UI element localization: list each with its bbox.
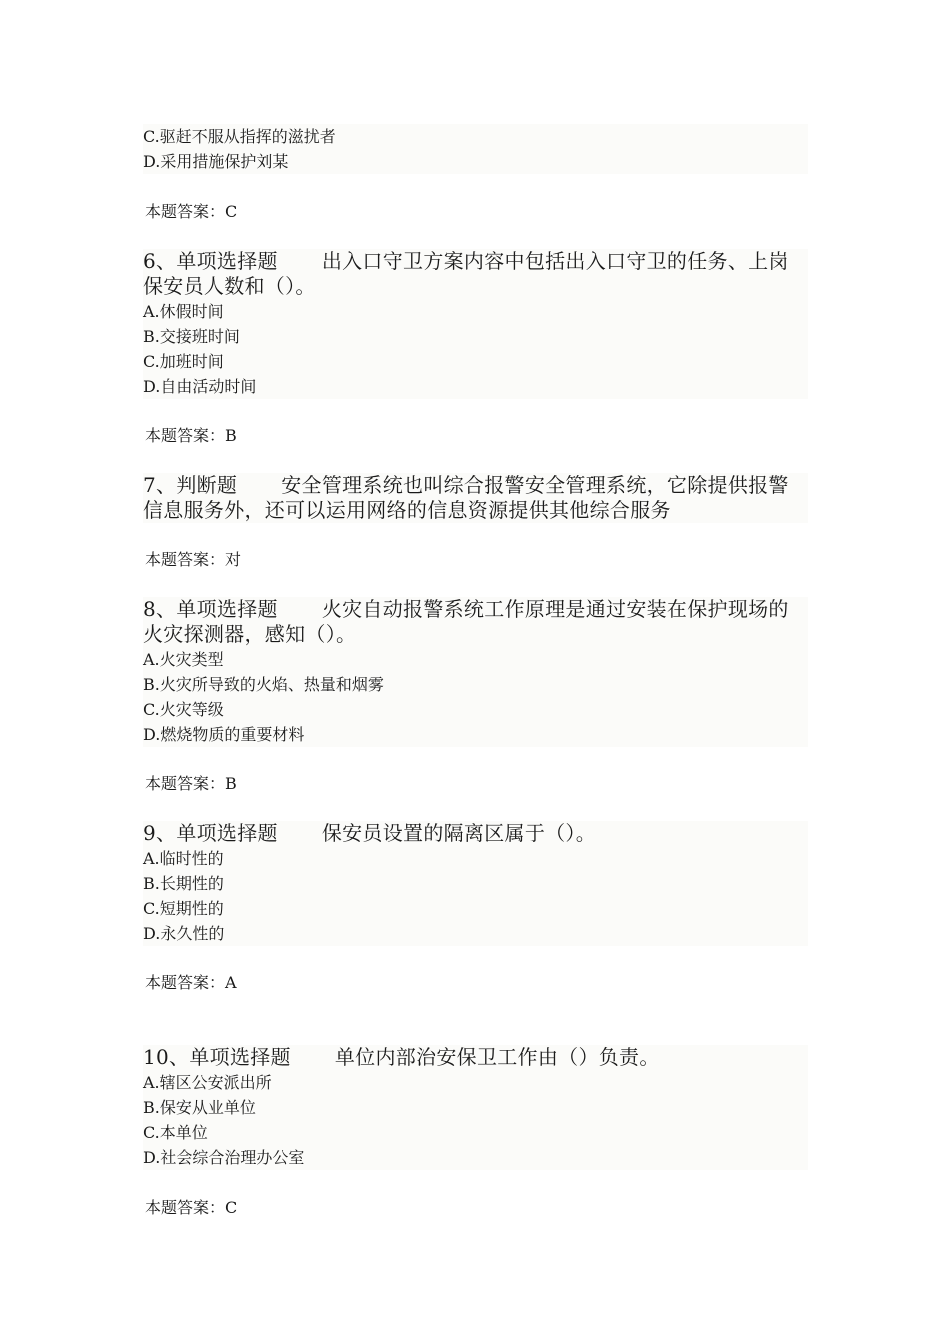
question-9-stem — [143, 821, 808, 846]
question-8 — [143, 597, 808, 747]
question-6-answer — [145, 426, 237, 446]
question-7 — [143, 473, 808, 523]
question-7-stem — [143, 473, 808, 523]
question-10-stem — [143, 1045, 808, 1070]
question-number: 7、 — [143, 473, 177, 497]
question-text: 火灾自动报警系统工作原理是通过安装在保护现场的火灾探测器，感知（）。 — [143, 597, 789, 646]
option-10-b: B.保安从业单位 — [143, 1098, 256, 1117]
option-9-b: B.长期性的 — [143, 874, 224, 893]
question-text: 安全管理系统也叫综合报警安全管理系统，它除提供报警信息服务外，还可以运用网络的信息资源提供其他综合服务 — [143, 473, 789, 522]
option-9-c: C.短期性的 — [143, 899, 224, 918]
option-5-d: D.采用措施保护刘某 — [143, 152, 289, 171]
answer-value: A — [225, 973, 237, 992]
question-5-options — [143, 124, 808, 174]
option-10-c: C.本单位 — [143, 1123, 208, 1142]
option-9-a: A.临时性的 — [143, 849, 224, 868]
option-10-a: A.辖区公安派出所 — [143, 1073, 272, 1092]
question-type: 判断题 — [176, 473, 238, 497]
question-8-answer — [145, 774, 237, 794]
answer-value: C — [225, 202, 238, 221]
option-5-c: C.驱赶不服从指挥的滋扰者 — [143, 127, 336, 146]
question-5-answer — [145, 202, 237, 222]
option-8-b: B.火灾所导致的火焰、热量和烟雾 — [143, 675, 384, 694]
question-7-answer — [145, 550, 241, 570]
answer-value: C — [225, 1198, 238, 1217]
option-8-c: C.火灾等级 — [143, 700, 224, 719]
question-text: 单位内部治安保卫工作由（）负责。 — [334, 1045, 660, 1069]
question-number: 10、 — [143, 1045, 190, 1069]
question-type: 单项选择题 — [189, 1045, 291, 1069]
option-6-d: D.自由活动时间 — [143, 377, 257, 396]
answer-label: 本题答案： — [145, 774, 226, 793]
answer-label: 本题答案： — [145, 202, 226, 221]
answer-label: 本题答案： — [145, 973, 226, 992]
question-number: 9、 — [143, 821, 177, 845]
question-type: 单项选择题 — [176, 597, 278, 621]
question-number: 8、 — [143, 597, 177, 621]
answer-label: 本题答案： — [145, 426, 226, 445]
question-10-answer — [145, 1198, 237, 1218]
option-8-a: A.火灾类型 — [143, 650, 224, 669]
question-6 — [143, 249, 808, 399]
question-type: 单项选择题 — [176, 249, 278, 273]
option-9-d: D.永久性的 — [143, 924, 225, 943]
question-10 — [143, 1045, 808, 1170]
question-type: 单项选择题 — [176, 821, 278, 845]
option-10-d: D.社会综合治理办公室 — [143, 1148, 305, 1167]
question-text: 出入口守卫方案内容中包括出入口守卫的任务、上岗保安员人数和（）。 — [143, 249, 789, 298]
question-text: 保安员设置的隔离区属于（）。 — [321, 821, 597, 845]
answer-label: 本题答案： — [145, 550, 226, 569]
question-6-stem — [143, 249, 808, 299]
question-number: 6、 — [143, 249, 177, 273]
option-6-c: C.加班时间 — [143, 352, 224, 371]
question-8-stem — [143, 597, 808, 647]
option-6-b: B.交接班时间 — [143, 327, 240, 346]
answer-value: B — [225, 426, 237, 445]
question-9-answer — [145, 973, 237, 993]
option-8-d: D.燃烧物质的重要材料 — [143, 725, 305, 744]
answer-value: 对 — [225, 550, 242, 569]
answer-label: 本题答案： — [145, 1198, 226, 1217]
option-6-a: A.休假时间 — [143, 302, 224, 321]
answer-value: B — [225, 774, 237, 793]
question-9 — [143, 821, 808, 946]
